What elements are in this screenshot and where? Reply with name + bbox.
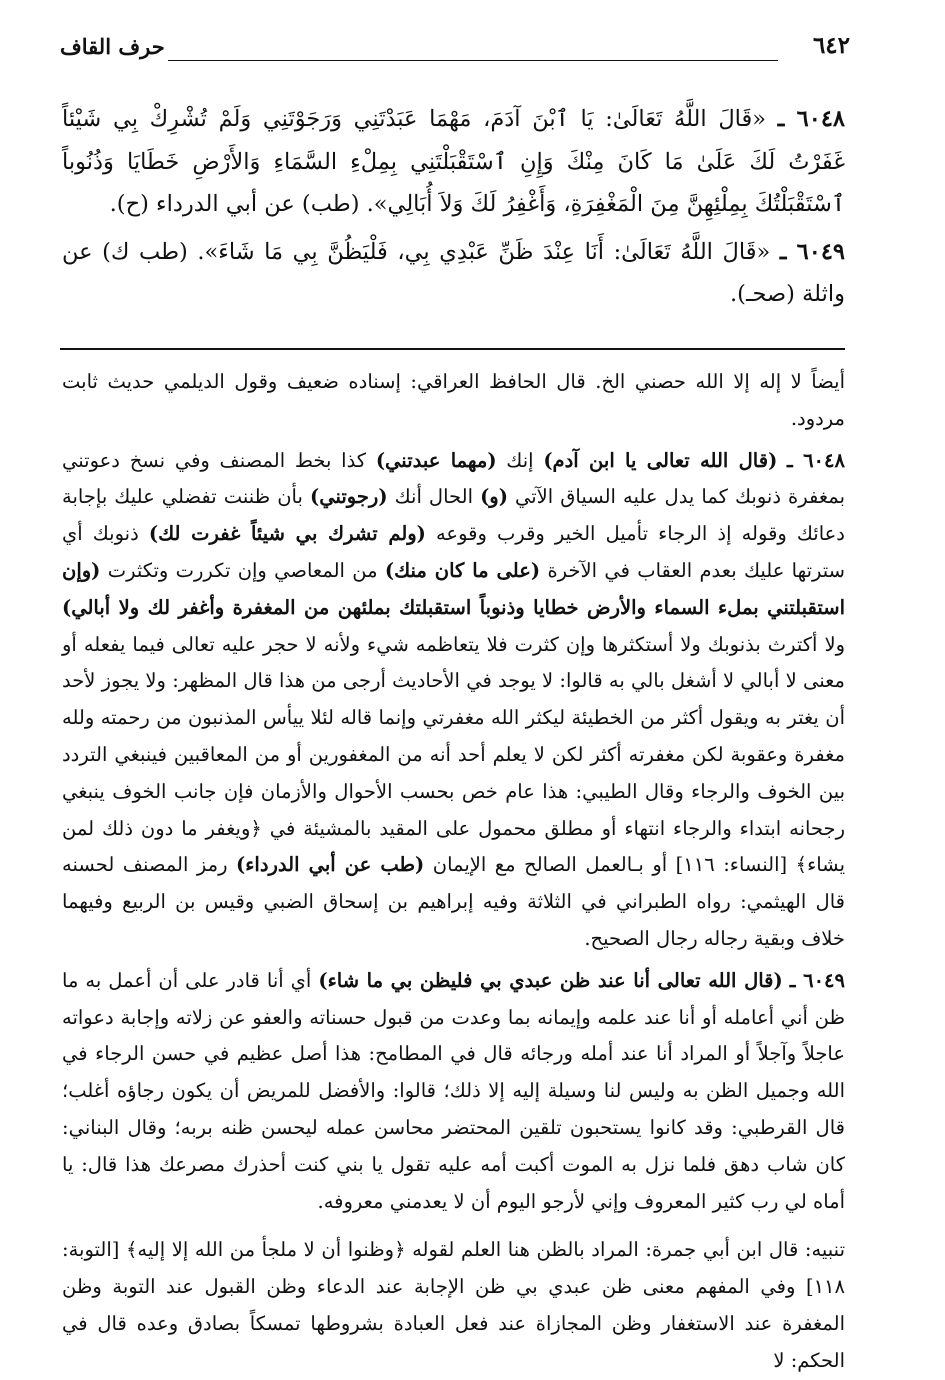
commentary-text: أي أنا قادر على أن أعمل به ما ظن أني أعامله أو أنا عند علمه وإيمانه بما وعدت من قبول حسناته والعفو عن زلاته وإجابة دعواته عاجلاً وآجلاً أو المراد أنا عند أمله ورجائه قال في المطامح: هذا أصل عظيم في حسن الرجاء في الله وجميل الظن به وليس لنا وسيلة إليه إلا ذلك؛ قالوا: والأفضل للمريض أن يكون رجاؤه أغلب؛ قال القرطبي: وقد كانوا يستحبون تلقين المحتضر محاسن عمله ليحسن ظنه بربه؛ وقال البناني: كان شاب دهق فلما نزل به الموت أكبت أمه عليه تقول يا بني كنت أحذرك مصرعك هذا قال: يا أماه لي رب كثير المعروف وإني لأرجو اليوم أن لا يعدمني معروفه. bbox=[62, 968, 845, 1213]
commentary-text: رمز المصنف لحسنه قال الهيثمي: رواه الطبراني في الثلاثة وفيه إبراهيم بن إسحاق الضبي وقيس بن الربيع وفيهما خلاف وبقية رجاله رجال الصحيح. bbox=[62, 853, 845, 950]
commentary-text: ولا أكترث بذنوبك ولا أستكثرها وإن كثرت فلا يتعاظمه شيء ولأنه لا حجر عليه تعالى فيما يفعله أو معنى لا أبالي لا أشغل بالي به قالوا: لا يوجد في الأحاديث أرجى من هذا قال المظهر: ولا يجوز لأحد أن يغتر به ويقول أكثر من الخطيئة ليكثر الله مغفرتي وإنما قاله لئلا ييأس المذنبون من رحمته ولله مغفرة وعقوبة لكن مغفرته أكثر لكن لا يعلم أحد أنه من المغفورين أو من المعاقبين فينبغي التردد بين الخوف والرجاء وقال الطيبي: هذا عام خص بحسب الأحوال والأزمان فإن جانب الخوف ينبغي رجحانه ابتداء والرجاء انتهاء أو مطلق محمول على المقيد بالمشيئة في ﴿ويغفر ما دون ذلك لمن يشاء﴾ [النساء: ١١٦] أو بـالعمل الصالح مع الإيمان bbox=[62, 632, 845, 877]
quoted-text: (قال الله تعالى أنا عند ظن عبدي بي فليظن بي ما شاء) bbox=[318, 968, 783, 992]
quoted-text: (و) bbox=[480, 485, 508, 509]
commentary-number: ٦٠٤٨ ـ bbox=[787, 448, 845, 472]
hadith-number: ٦٠٤٨ ـ bbox=[777, 106, 845, 132]
commentary-6049 bbox=[62, 963, 845, 1221]
commentary bbox=[62, 364, 845, 1380]
commentary-text: بأن ظننت تفضلي عليك بإجابة دعائك وقوله إذ الرجاء تأميل الخير وقرب وقوعه bbox=[62, 485, 845, 546]
commentary-text: كذا بخط المصنف وفي نسخ دعوتني بمغفرة ذنوبك كما يدل عليه السياق الآتي bbox=[62, 448, 846, 509]
commentary-number: ٦٠٤٩ ـ bbox=[789, 968, 845, 992]
quoted-text: (مهما عبدتني) bbox=[375, 448, 497, 472]
hadith-number: ٦٠٤٩ ـ bbox=[779, 238, 846, 265]
commentary-intro: أيضاً لا إله إلا الله حصني الخ. قال الحافظ العراقي: إسناده ضعيف وقول الديلمي حديث ثابت مردود. bbox=[62, 370, 845, 430]
hadith-body: «قَالَ اللَّهُ تَعَالَىٰ: يَا ٱبْنَ آدَمَ، مَهْمَا عَبَدْتَنِي وَرَجَوْتَنِي وَلَمْ تُشْرِكْ بِي شَيْئاً غَفَرْتُ لَكَ عَلَىٰ مَا كَانَ مِنْكَ وَإِنِ ٱسْتَقْبَلْتَنِي بِمِلْءِ السَّمَاءِ وَالأَرْضِ خَطَايَا وَذُنُوباً ٱسْتَقْبَلْتُكَ بِمِلْئِهِنَّ مِنَ الْمَغْفِرَةِ، وَأَغْفِرُ لَكَ وَلاَ أُبَالِي». (طب) عن أبي الدرداء (ح). bbox=[62, 106, 845, 217]
hadith-6048 bbox=[62, 98, 845, 226]
commentary-text: إنك bbox=[496, 448, 544, 472]
hadith-6049 bbox=[62, 231, 845, 316]
hadith-text bbox=[62, 98, 845, 321]
header-rule bbox=[168, 60, 778, 61]
hadith-body: «قَالَ اللَّهُ تَعَالَىٰ: أَنَا عِنْدَ ظَنِّ عَبْدِي بِي، فَلْيَظُنَّ بِي مَا شَاءَ». (طب ك) عن واثلة (صحـ). bbox=[62, 238, 845, 307]
quoted-text: (قال الله تعالى يا ابن آدم) bbox=[543, 448, 778, 472]
footnote-divider bbox=[60, 348, 845, 350]
page-number: ٦٤٢ bbox=[812, 32, 850, 59]
commentary-text: من المعاصي وإن تكررت وتكثرت bbox=[100, 558, 385, 582]
quoted-text: (طب عن أبي الدرداء) bbox=[236, 853, 425, 877]
quoted-text: (وإن استقبلتني بملء السماء والأرض خطايا وذنوباً استقبلتك بملئهن من المغفرة وأغفر لك ولا أبالي) bbox=[62, 558, 845, 619]
commentary-tanbih: تنبيه: قال ابن أبي جمرة: المراد بالظن هنا العلم لقوله ﴿وظنوا أن لا ملجأ من الله إلا إليه﴾ [التوبة: ١١٨] وفي المفهم معنى ظن عبدي بي ظن الإجابة عند الدعاء وظن القبول عند التوبة وظن المغفرة عند الاستغفار وظن المجازاة عند فعل العبادة بشروطها تمسكاً بصادق وعده قال في الحكم: لا bbox=[62, 1238, 845, 1372]
page-header bbox=[60, 32, 850, 68]
quoted-text: (رجوتني) bbox=[309, 485, 388, 509]
section-title: حرف القاف bbox=[60, 34, 165, 59]
commentary-text: ذنوبك أي سترتها عليك بعدم العقاب في الآخرة bbox=[62, 522, 846, 582]
commentary-text: الحال أنك bbox=[387, 485, 481, 509]
commentary-6048 bbox=[62, 443, 845, 958]
quoted-text: (على ما كان منك) bbox=[384, 558, 541, 582]
quoted-text: (ولم تشرك بي شيئاً غفرت لك) bbox=[148, 522, 426, 546]
